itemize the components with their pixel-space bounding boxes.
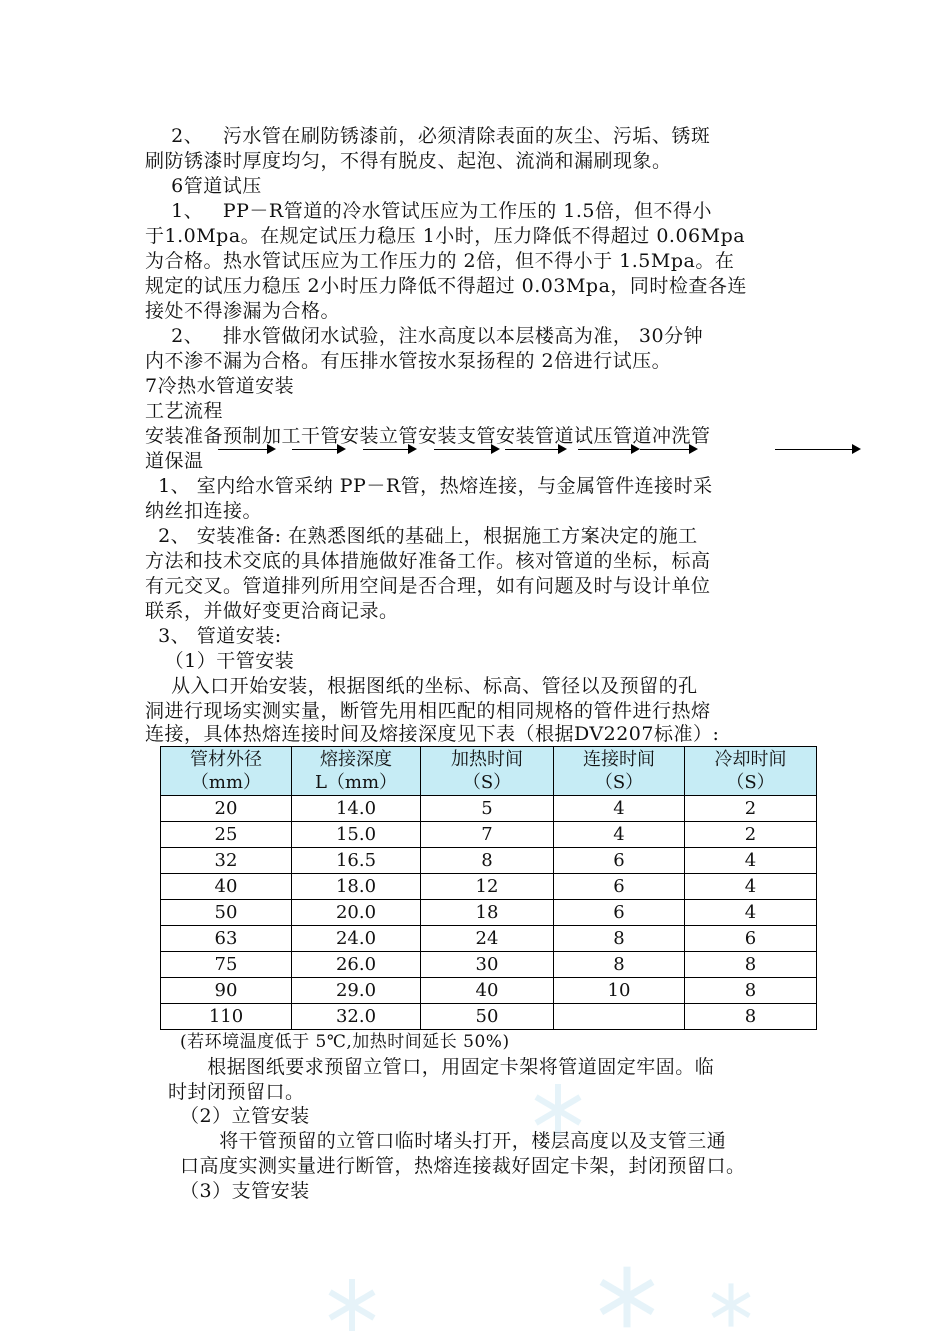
table-cell: 26.0 bbox=[292, 952, 421, 978]
table-cell: 4 bbox=[554, 796, 685, 822]
paragraph-line: 刷防锈漆时厚度均匀，不得有脱皮、起泡、流淌和漏刷现象。 bbox=[145, 150, 672, 172]
paragraph-line: 2、 排水管做闭水试验，注水高度以本层楼高为准， 30分钟 bbox=[145, 325, 704, 347]
subheading: （2）立管安装 bbox=[180, 1105, 310, 1127]
table-cell: 24.0 bbox=[292, 926, 421, 952]
paragraph-line: 为合格。热水管试压应为工作压力的 2倍，但不得小于 1.5Mpa。在 bbox=[145, 250, 735, 272]
table-cell: 2 bbox=[685, 796, 817, 822]
table-cell: 40 bbox=[421, 978, 554, 1004]
flow-arrow bbox=[434, 449, 498, 450]
table-cell: 4 bbox=[685, 874, 817, 900]
table-cell: 8 bbox=[554, 926, 685, 952]
paragraph-line: 接处不得渗漏为合格。 bbox=[145, 300, 341, 322]
table-cell: 2 bbox=[685, 822, 817, 848]
table-cell bbox=[554, 1004, 685, 1030]
paragraph-line: 1、 室内给水管采纳 PP－R管，热熔连接，与金属管件连接时采 bbox=[145, 475, 713, 497]
flow-arrow bbox=[578, 449, 638, 450]
paragraph-line: 规定的试压力稳压 2小时压力降低不得超过 0.03Mpa，同时检查各连 bbox=[145, 275, 747, 297]
table-row bbox=[161, 952, 817, 978]
process-flow-line: 道保温 bbox=[145, 450, 204, 472]
paragraph-line: 于1.0Mpa。在规定试压力稳压 1小时，压力降低不得超过 0.06Mpa bbox=[145, 225, 746, 247]
paragraph-line: 连接，具体热熔连接时间及熔接深度见下表（根据DV2207标准）: bbox=[145, 723, 720, 745]
table-cell: 18 bbox=[421, 900, 554, 926]
paragraph-line: 从入口开始安装，根据图纸的坐标、标高、管径以及预留的孔 bbox=[145, 675, 698, 697]
table-cell: 6 bbox=[554, 848, 685, 874]
paragraph-line: 1、 PP－R管道的冷水管试压应为工作压的 1.5倍，但不得小 bbox=[145, 200, 712, 222]
table-header-row bbox=[161, 747, 817, 796]
table-cell: 4 bbox=[685, 848, 817, 874]
table-cell: 7 bbox=[421, 822, 554, 848]
table-cell: 32 bbox=[161, 848, 292, 874]
flow-arrow bbox=[218, 449, 274, 450]
table-cell: 8 bbox=[685, 978, 817, 1004]
table-row bbox=[161, 822, 817, 848]
header-heating-time: 加热时间 （S） bbox=[421, 747, 554, 796]
paragraph-line: 口高度实测实量进行断管，热熔连接裁好固定卡架，封闭预留口。 bbox=[180, 1155, 746, 1177]
table-row bbox=[161, 900, 817, 926]
paragraph-line: 根据图纸要求预留立管口，用固定卡架将管道固定牢固。临 bbox=[168, 1056, 715, 1078]
flow-arrow bbox=[363, 449, 415, 450]
table-row bbox=[161, 848, 817, 874]
table-cell: 24 bbox=[421, 926, 554, 952]
table-cell: 16.5 bbox=[292, 848, 421, 874]
flow-arrow bbox=[775, 449, 859, 450]
table-cell: 30 bbox=[421, 952, 554, 978]
paragraph-line: 2、 安装准备: 在熟悉图纸的基础上，根据施工方案决定的施工 bbox=[145, 525, 698, 547]
table-cell: 63 bbox=[161, 926, 292, 952]
paragraph-line: 将干管预留的立管口临时堵头打开，楼层高度以及支管三通 bbox=[180, 1130, 727, 1152]
table-cell: 14.0 bbox=[292, 796, 421, 822]
process-flow-line: 安装准备预制加工干管安装立管安装支管安装管道试压管道冲洗管 bbox=[145, 425, 711, 447]
table-cell: 5 bbox=[421, 796, 554, 822]
table-row bbox=[161, 926, 817, 952]
table-cell: 25 bbox=[161, 822, 292, 848]
paragraph-line: 有元交叉。管道排列所用空间是否合理，如有问题及时与设计单位 bbox=[145, 575, 711, 597]
table-cell: 90 bbox=[161, 978, 292, 1004]
section-heading: 7冷热水管道安装 bbox=[145, 375, 295, 397]
header-fusion-depth: 熔接深度 L（mm） bbox=[292, 747, 421, 796]
paragraph-line: 方法和技术交底的具体措施做好准备工作。核对管道的坐标，标高 bbox=[145, 550, 711, 572]
table-cell: 18.0 bbox=[292, 874, 421, 900]
table-cell: 29.0 bbox=[292, 978, 421, 1004]
fusion-welding-table bbox=[160, 746, 817, 1030]
table-cell: 6 bbox=[554, 900, 685, 926]
table-cell: 50 bbox=[421, 1004, 554, 1030]
paragraph-line: 洞进行现场实测实量，断管先用相匹配的相同规格的管件进行热熔 bbox=[145, 700, 711, 722]
paragraph-line: 时封闭预留口。 bbox=[168, 1081, 305, 1103]
table-cell: 12 bbox=[421, 874, 554, 900]
paragraph-line: 联系，并做好变更洽商记录。 bbox=[145, 600, 399, 622]
table-cell: 20 bbox=[161, 796, 292, 822]
table-cell: 15.0 bbox=[292, 822, 421, 848]
paragraph-line: 2、 污水管在刷防锈漆前，必须清除表面的灰尘、污垢、锈斑 bbox=[145, 125, 711, 147]
snowflake-watermark-icon bbox=[528, 1080, 588, 1140]
table-cell: 8 bbox=[685, 1004, 817, 1030]
header-joining-time: 连接时间 （S） bbox=[554, 747, 685, 796]
header-cooling-time: 冷却时间 （S） bbox=[685, 747, 817, 796]
table-cell: 8 bbox=[554, 952, 685, 978]
table-row bbox=[161, 796, 817, 822]
subheading: 工艺流程 bbox=[145, 400, 224, 422]
flow-arrow bbox=[292, 449, 344, 450]
table-cell: 32.0 bbox=[292, 1004, 421, 1030]
snowflake-watermark-icon bbox=[592, 1262, 662, 1332]
table-cell: 6 bbox=[554, 874, 685, 900]
header-pipe-outer-diameter: 管材外径 （mm） bbox=[161, 747, 292, 796]
table-cell: 110 bbox=[161, 1004, 292, 1030]
paragraph-line: 3、 管道安装: bbox=[145, 625, 282, 647]
subheading: （1）干管安装 bbox=[145, 650, 295, 672]
subheading: （3）支管安装 bbox=[180, 1180, 310, 1202]
table-row bbox=[161, 978, 817, 1004]
snowflake-watermark-icon bbox=[322, 1275, 382, 1335]
table-row bbox=[161, 874, 817, 900]
paragraph-line: 纳丝扣连接。 bbox=[145, 500, 263, 522]
flow-arrow bbox=[640, 449, 696, 450]
table-cell: 75 bbox=[161, 952, 292, 978]
table-cell: 10 bbox=[554, 978, 685, 1004]
table-note: (若环境温度低于 5℃,加热时间延长 50%) bbox=[180, 1032, 510, 1052]
table-cell: 20.0 bbox=[292, 900, 421, 926]
table-cell: 8 bbox=[685, 952, 817, 978]
flow-arrow bbox=[505, 449, 565, 450]
table-cell: 8 bbox=[421, 848, 554, 874]
table-cell: 4 bbox=[685, 900, 817, 926]
table-cell: 50 bbox=[161, 900, 292, 926]
table-cell: 6 bbox=[685, 926, 817, 952]
table-cell: 40 bbox=[161, 874, 292, 900]
section-heading: 6管道试压 bbox=[145, 175, 262, 197]
snowflake-watermark-icon bbox=[706, 1280, 756, 1330]
table-row bbox=[161, 1004, 817, 1030]
table-cell: 4 bbox=[554, 822, 685, 848]
paragraph-line: 内不渗不漏为合格。有压排水管按水泵扬程的 2倍进行试压。 bbox=[145, 350, 672, 372]
